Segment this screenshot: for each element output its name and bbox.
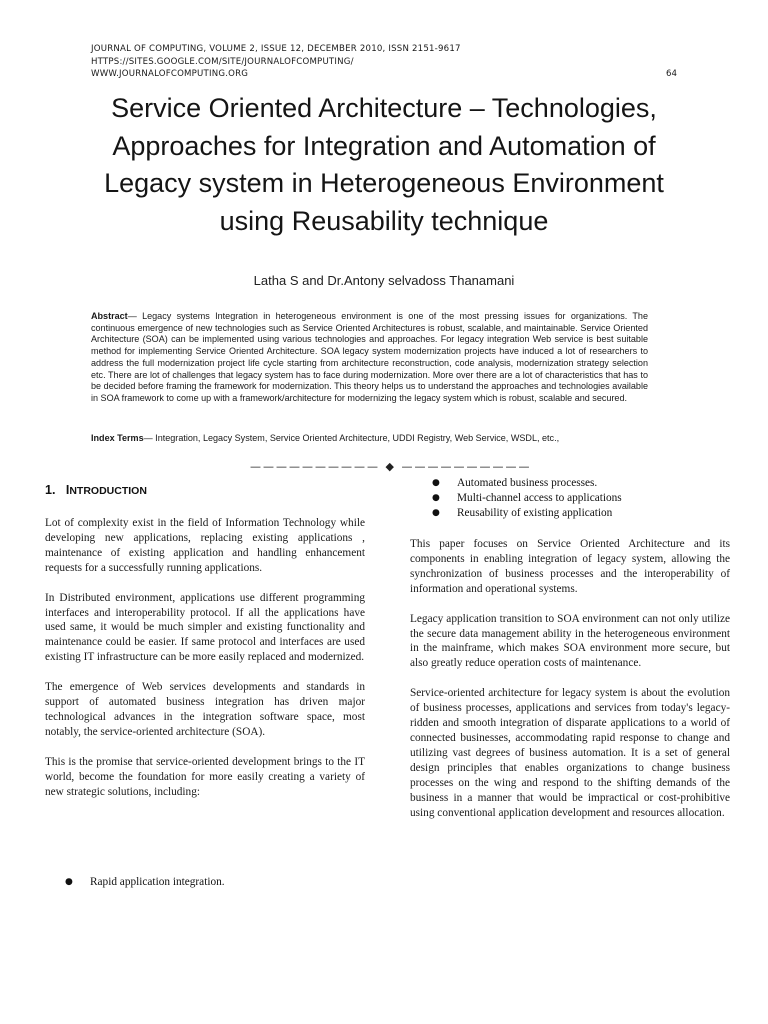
list-item xyxy=(65,875,365,890)
section-title-initial: I xyxy=(65,483,70,497)
bullet-list-right xyxy=(432,476,732,522)
index-terms-label: Index Terms xyxy=(91,433,144,443)
paragraph: Lot of complexity exist in the field of Information Technology while developing new applications, replacing existing applications , maintenance of existing application and handling enhancement requests for a successfully running applications. xyxy=(45,517,365,574)
bullet-icon: ● xyxy=(432,478,440,488)
list-item-text: Reusability of existing application xyxy=(457,507,613,520)
section-divider: —————————— ◆ —————————— xyxy=(250,460,532,473)
header-line-journal: JOURNAL OF COMPUTING, VOLUME 2, ISSUE 12, DECEMBER 2010, ISSN 2151-9617 xyxy=(91,44,461,54)
paragraph: This is the promise that service-oriented development brings to the IT world, become the foundation for more easily creating a variety of new strategic solutions, including: xyxy=(45,755,365,798)
section-number: 1. xyxy=(45,483,56,497)
paragraph: Service-oriented architecture for legacy system is about the evolution of business processes, applications and services from today's legacy-ridden and smooth integration of disparate applications to a world of connected businesses, accommodating rapid response to change and utilizing vast degrees of business automation. It is a set of general design principles that enables organizations to change business processes on the wing and respond to the shifting demands of the business in a manner that would be impractical or cost-prohibitive using conventional application development and resources allocation. xyxy=(410,687,730,819)
bullet-icon: ● xyxy=(432,493,440,504)
index-terms xyxy=(91,433,651,443)
bullet-icon: ● xyxy=(432,508,440,519)
section-heading xyxy=(45,483,147,497)
paper-authors: Latha S and Dr.Antony selvadoss Thanamani xyxy=(253,273,515,288)
bullet-icon: ● xyxy=(65,877,73,887)
section-title-rest: NTRODUCTION xyxy=(69,485,147,497)
list-item xyxy=(432,506,732,521)
list-item-text: Multi-channel access to applications xyxy=(457,492,622,505)
abstract-label: Abstract xyxy=(91,311,128,321)
header-line-www: WWW.JOURNALOFCOMPUTING.ORG xyxy=(91,69,249,80)
abstract xyxy=(91,311,648,405)
list-item-text: Automated business processes. xyxy=(457,477,598,489)
list-item xyxy=(432,476,732,491)
abstract-text: — Legacy systems Integration in heterogeneous environment is one of the most pressing issues for organizations. The continuous emergence of new technologies such as Service Oriented Architectures is robust, scalable, and maintainable. Service Oriented Architecture (SOA) can be implemented using various technologies and approaches. For legacy integration Web service is best suitable method for implementing Service Oriented Architecture. SOA legacy system modernization projects have induced a lot of researchers to address the full modernization project life cycle starting from architecture reconstruction, code analysis, modernization strategy selection etc. There are lot of challenges that legacy system has to face during modernization. More over there are a lot of characteristics that has to be decided before framing the framework for modernization. This theory helps us to understand the approaches and technologies available in SOA framework to come up with a framework/architecture for modernizing the legacy system which is robust, scalable and secured. xyxy=(91,311,648,403)
paragraph: Legacy application transition to SOA environment can not only utilize the secure data management ability in the heterogeneous environment in the mainframe, which makes SOA environment more secure, but also greatly reduce operation costs of maintenance. xyxy=(410,612,730,670)
journal-header xyxy=(91,43,681,81)
index-terms-text: — Integration, Legacy System, Service Oriented Architecture, UDDI Registry, Web Service, WSDL, etc., xyxy=(143,433,560,443)
paragraph: This paper focuses on Service Oriented Architecture and its components in enabling integration of legacy system, allowing the synchronization of business processes and the interoperability of information and operational systems. xyxy=(410,538,730,595)
list-item-text: Rapid application integration. xyxy=(90,876,225,888)
paragraph: In Distributed environment, applications use different programming interfaces and interoperability protocol. If all the applications have used same, it would be much simpler and existing functionality and maintenance could be easier. If same protocol and interfaces are used existing IT infrastructure can be more easily replaced and modernized. xyxy=(45,591,365,664)
header-line-site: HTTPS://SITES.GOOGLE.COM/SITE/JOURNALOFCOMPUTING/ xyxy=(91,56,354,67)
right-column xyxy=(410,537,730,835)
paragraph: The emergence of Web services developments and standards in support of automated business integration has driven major technological advances in the integration software space, most notably, the service-oriented architecture (SOA). xyxy=(45,681,365,738)
paper-title: Service Oriented Architecture – Technologies, Approaches for Integration and Automation of Legacy system in Heterogeneous Environment using Reusability technique xyxy=(104,93,664,236)
page-number: 64 xyxy=(666,69,677,79)
bullet-list-left xyxy=(65,875,365,890)
left-column xyxy=(45,516,365,815)
list-item xyxy=(432,491,732,506)
